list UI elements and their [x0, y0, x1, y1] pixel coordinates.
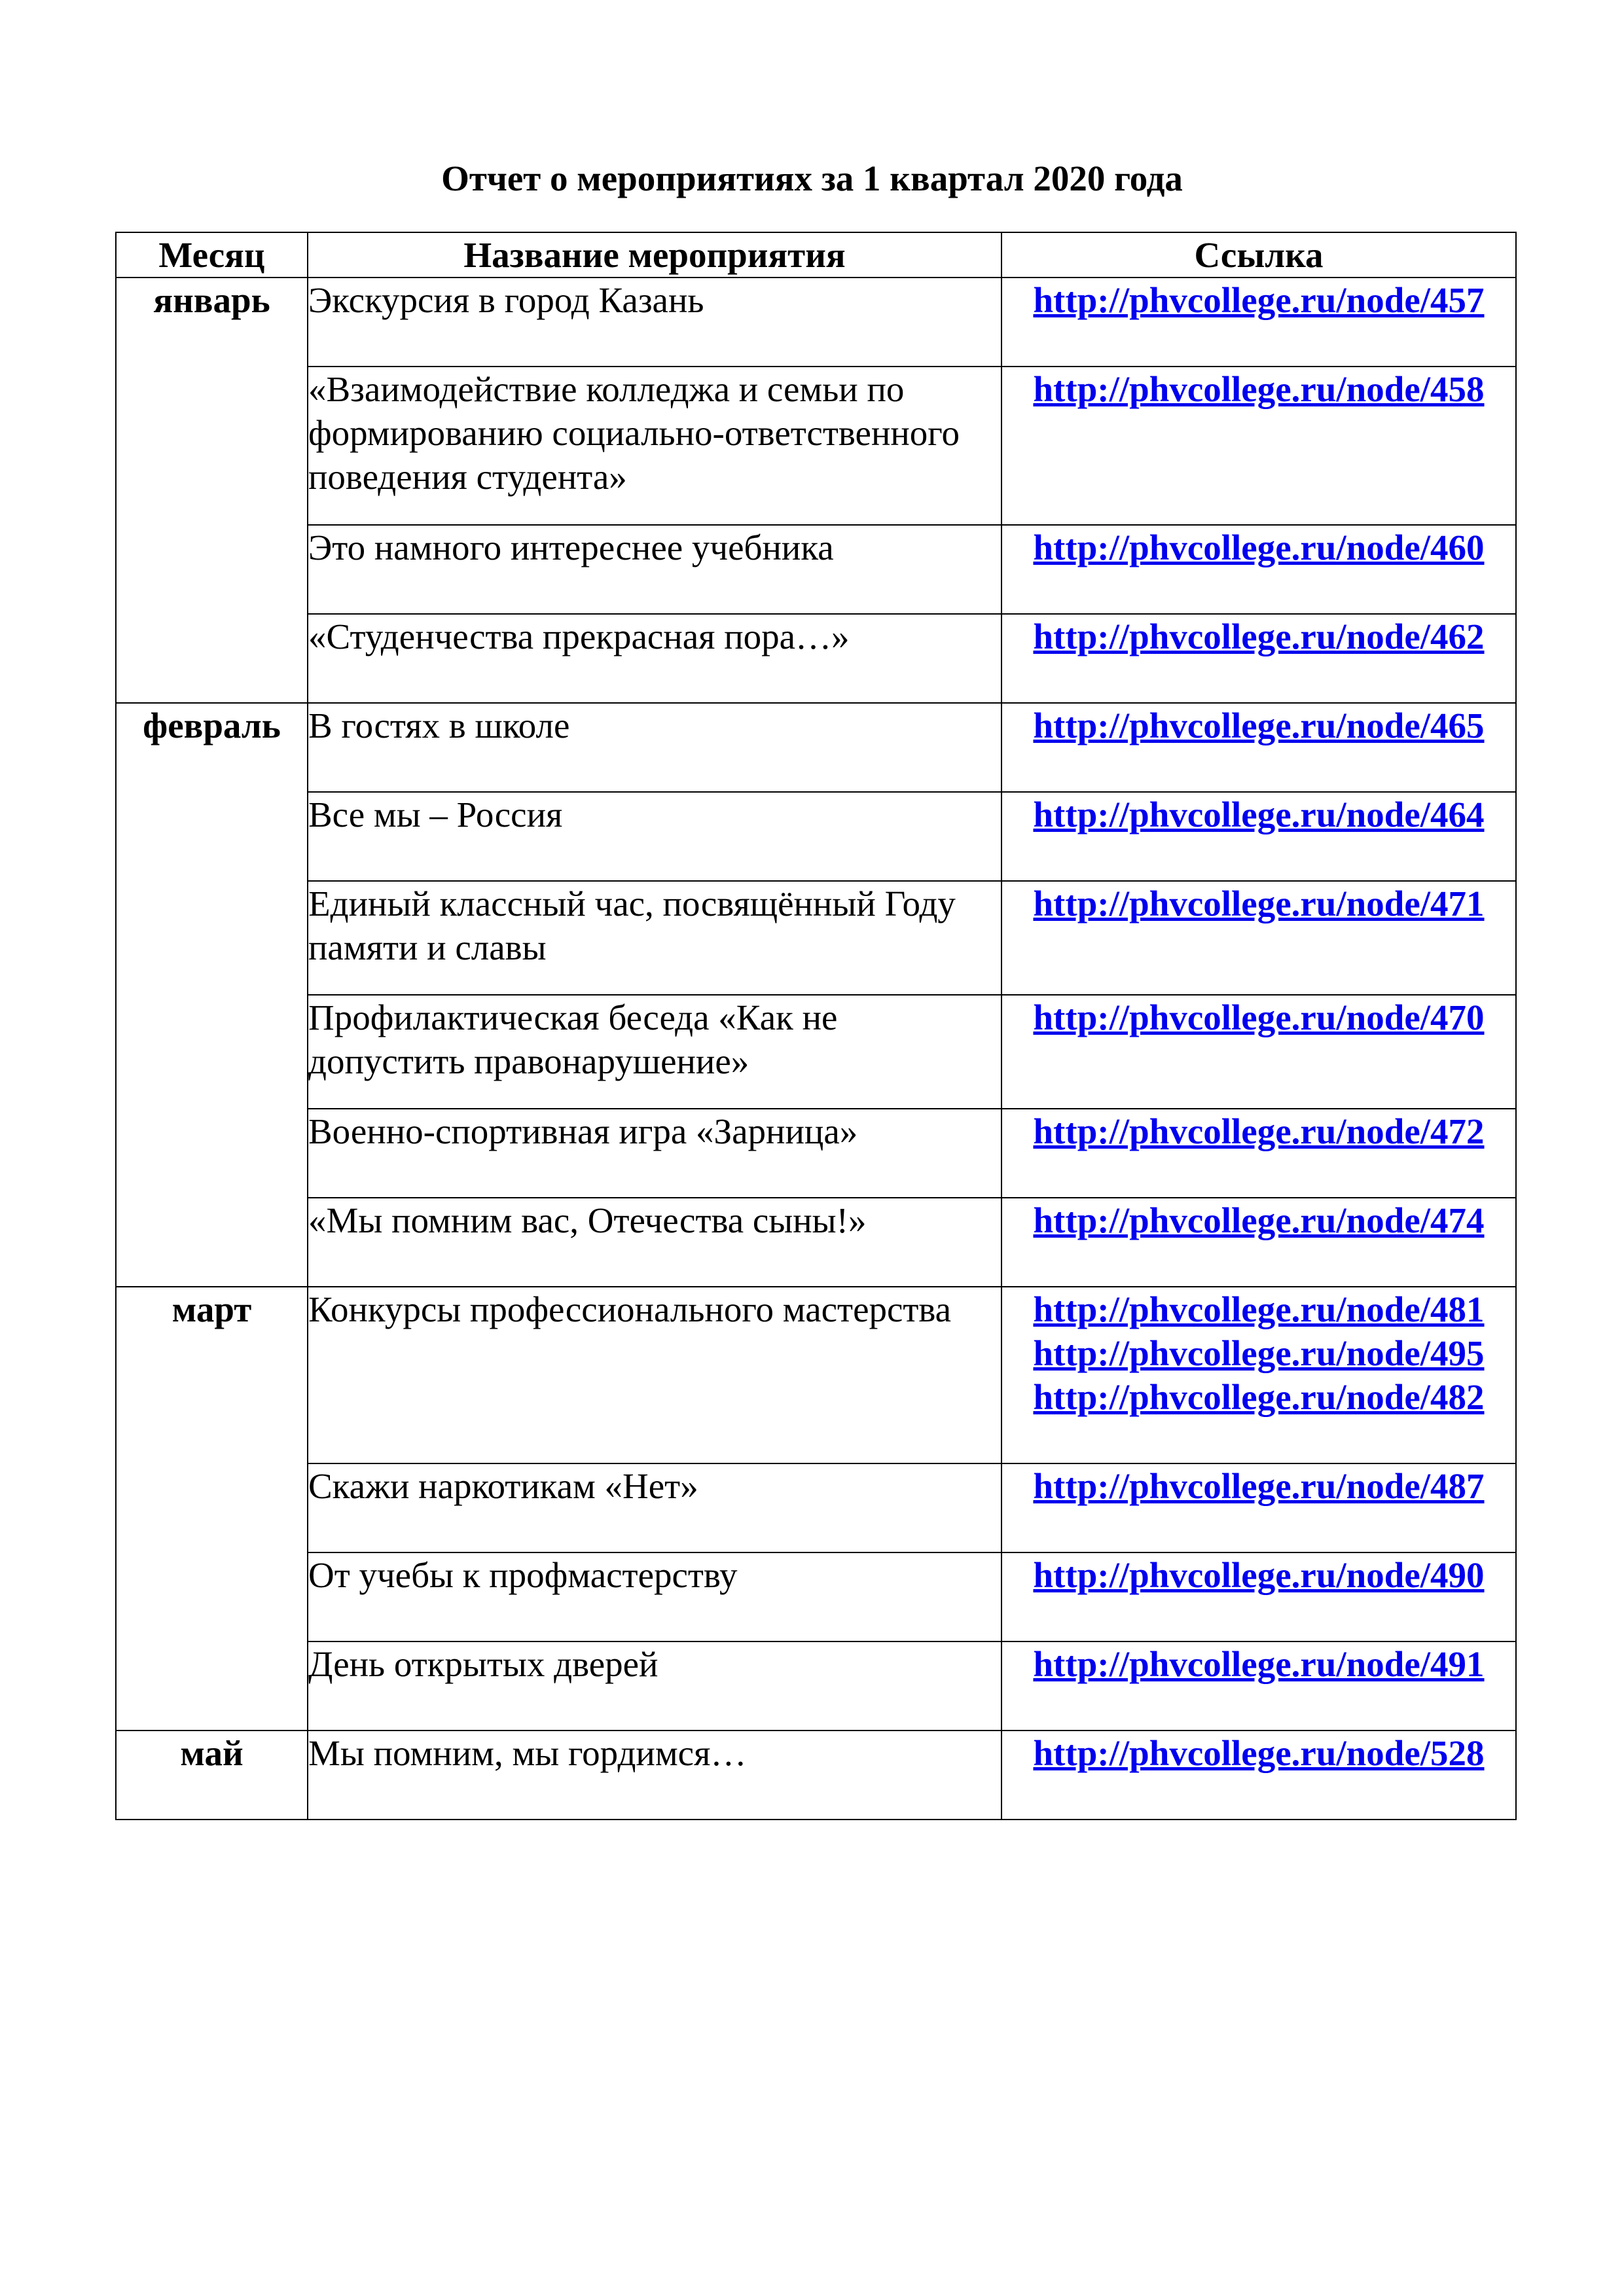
table-row: [116, 525, 1516, 614]
event-name: В гостях в школе: [308, 703, 1001, 792]
month-cell-may: май: [116, 1731, 308, 1820]
event-name: Скажи наркотикам «Нет»: [308, 1463, 1001, 1552]
table-row: [116, 367, 1516, 525]
month-cell-march: март: [116, 1287, 308, 1731]
link-cell: [1001, 995, 1516, 1109]
link-cell: [1001, 367, 1516, 525]
link-cell: [1001, 278, 1516, 367]
event-link[interactable]: http://phvcollege.ru/node/457: [1033, 280, 1485, 320]
event-link[interactable]: http://phvcollege.ru/node/495: [1033, 1333, 1485, 1373]
event-link[interactable]: http://phvcollege.ru/node/472: [1033, 1111, 1485, 1151]
event-link[interactable]: http://phvcollege.ru/node/481: [1033, 1289, 1485, 1329]
event-name: Это намного интереснее учебника: [308, 525, 1001, 614]
event-name: От учебы к профмастерству: [308, 1552, 1001, 1641]
event-link[interactable]: http://phvcollege.ru/node/464: [1033, 795, 1485, 834]
event-name: День открытых дверей: [308, 1641, 1001, 1731]
table-row: [116, 1287, 1516, 1463]
event-name: Военно-спортивная игра «Зарница»: [308, 1109, 1001, 1198]
event-name: Мы помним, мы гордимся…: [308, 1731, 1001, 1820]
event-name: Единый классный час, посвящённый Году памяти и славы: [308, 881, 1001, 995]
link-cell: [1001, 881, 1516, 995]
table-row: [116, 703, 1516, 792]
table-row: [116, 881, 1516, 995]
table-row: [116, 1641, 1516, 1731]
header-month: Месяц: [116, 232, 308, 278]
table-row: [116, 1552, 1516, 1641]
event-name: Конкурсы профессионального мастерства: [308, 1287, 1001, 1463]
event-name: «Студенчества прекрасная пора…»: [308, 614, 1001, 703]
event-link[interactable]: http://phvcollege.ru/node/470: [1033, 997, 1485, 1037]
table-row: [116, 1463, 1516, 1552]
event-name: Все мы – Россия: [308, 792, 1001, 881]
event-link[interactable]: http://phvcollege.ru/node/465: [1033, 706, 1485, 745]
table-row: [116, 278, 1516, 367]
header-link: Ссылка: [1001, 232, 1516, 278]
table-row: [116, 1731, 1516, 1820]
event-link[interactable]: http://phvcollege.ru/node/458: [1033, 369, 1485, 409]
event-name: Экскурсия в город Казань: [308, 278, 1001, 367]
month-cell-january: январь: [116, 278, 308, 703]
link-cell: [1001, 703, 1516, 792]
link-cell: [1001, 525, 1516, 614]
event-link[interactable]: http://phvcollege.ru/node/462: [1033, 617, 1485, 656]
link-cell: [1001, 1552, 1516, 1641]
table-row: [116, 792, 1516, 881]
event-link[interactable]: http://phvcollege.ru/node/474: [1033, 1200, 1485, 1240]
link-cell: [1001, 1287, 1516, 1463]
event-link[interactable]: http://phvcollege.ru/node/491: [1033, 1644, 1485, 1684]
table-header-row: [116, 232, 1516, 278]
event-name: Профилактическая беседа «Как не допустить правонарушение»: [308, 995, 1001, 1109]
link-cell: [1001, 1109, 1516, 1198]
event-link[interactable]: http://phvcollege.ru/node/490: [1033, 1555, 1485, 1595]
link-cell: [1001, 792, 1516, 881]
table-row: [116, 995, 1516, 1109]
event-link[interactable]: http://phvcollege.ru/node/471: [1033, 884, 1485, 924]
table-row: [116, 1109, 1516, 1198]
link-cell: [1001, 1641, 1516, 1731]
event-link[interactable]: http://phvcollege.ru/node/482: [1033, 1377, 1485, 1417]
event-link[interactable]: http://phvcollege.ru/node/487: [1033, 1466, 1485, 1506]
event-name: «Мы помним вас, Отечества сыны!»: [308, 1198, 1001, 1287]
link-cell: [1001, 1198, 1516, 1287]
header-event: Название мероприятия: [308, 232, 1001, 278]
page-title: Отчет о мероприятиях за 1 квартал 2020 года: [441, 158, 1183, 198]
table-row: [116, 614, 1516, 703]
event-name: «Взаимодействие колледжа и семьи по формированию социально-ответственного поведения студента»: [308, 367, 1001, 525]
events-table: [115, 232, 1517, 1820]
link-cell: [1001, 614, 1516, 703]
table-row: [116, 1198, 1516, 1287]
link-cell: [1001, 1463, 1516, 1552]
event-link[interactable]: http://phvcollege.ru/node/460: [1033, 528, 1485, 567]
link-cell: [1001, 1731, 1516, 1820]
month-cell-february: февраль: [116, 703, 308, 1287]
event-link[interactable]: http://phvcollege.ru/node/528: [1033, 1733, 1485, 1773]
